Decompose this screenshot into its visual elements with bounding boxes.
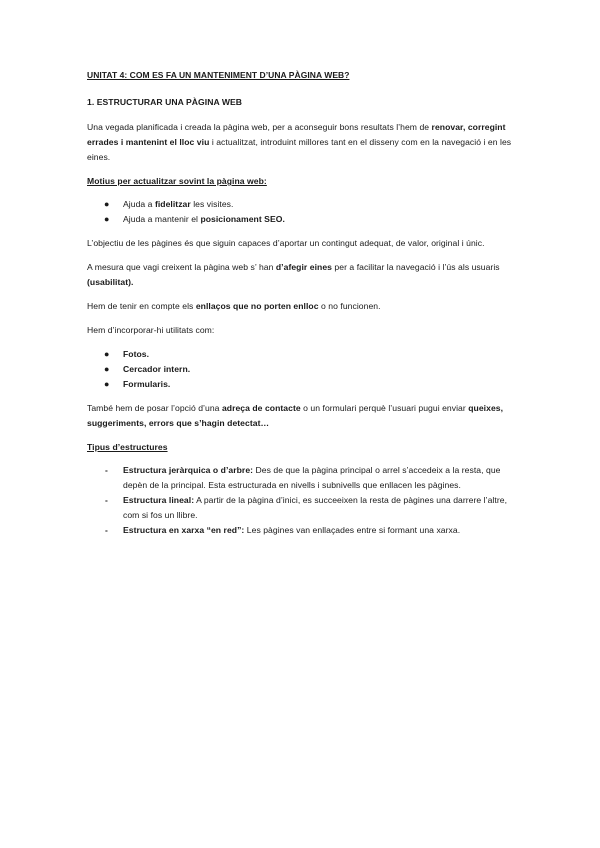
tipus-list — [87, 463, 512, 538]
dash-marker: - — [105, 495, 108, 505]
list-item: - Estructura en xarxa “en red”: Les pàgines van enllaçades entre si formant una xarxa. — [87, 523, 512, 538]
objectiu-paragraph: L’objectiu de les pàgines és que siguin capaces d’aportar un contingut adequat, de valor, original i únic. — [87, 238, 485, 248]
enllacos-paragraph: Hem de tenir en compte els enllaços que no porten enlloc o no funcionen. — [87, 301, 381, 311]
bullet-icon: ● — [104, 214, 110, 224]
motius-list — [87, 197, 512, 227]
dash-marker: - — [105, 525, 108, 535]
bullet-icon: ● — [104, 199, 110, 209]
list-item: - Estructura jeràrquica o d’arbre: Des de que la pàgina principal o arrel s’accedeix a la resta, que depèn de la principal. Esta estructurada en nivells i subnivells que enllacen les pàgines. — [105, 465, 501, 490]
list-item: ● Ajuda a mantenir el posicionament SEO. — [87, 212, 512, 227]
intro-paragraph: Una vegada planificada i creada la pàgina web, per a aconseguir bons resultats l’hem de renovar, corregint errades i mantenint el lloc viu i actualitzat, introduint millores tant en el disseny com en la navegació i en les eines. — [87, 122, 512, 162]
dash-marker: - — [105, 465, 108, 475]
unit-title: UNITAT 4: COM ES FA UN MANTENIMENT D’UNA PÀGINA WEB? — [87, 70, 350, 80]
incorporar-list — [87, 347, 512, 392]
bullet-icon: ● — [104, 364, 110, 374]
motius-heading: Motius per actualitzar sovint la pàgina web: — [87, 176, 267, 186]
list-item: - Estructura lineal: A partir de la pàgina d’inici, es succeeixen la resta de pàgines una darrere l’altre, com si fos un llibre. — [105, 495, 508, 520]
tipus-heading: Tipus d’estructures — [87, 442, 168, 452]
mesura-paragraph: A mesura que vagi creixent la pàgina web s’ han d’afegir eines per a facilitar la navegació i l’ús als usuaris (usabilitat). — [87, 262, 500, 287]
list-item: ● Cercador intern. — [87, 362, 512, 377]
section-heading: 1. ESTRUCTURAR UNA PÀGINA WEB — [87, 97, 243, 107]
tambe-paragraph: També hem de posar l’opció d’una adreça de contacte o un formulari perquè l’usuari pugui enviar queixes, suggeriments, errors que s’hagin detectat… — [87, 403, 504, 428]
list-item: ● Formularis. — [87, 377, 512, 392]
list-item: ● Fotos. — [87, 347, 512, 362]
list-item: ● Ajuda a fidelitzar les visites. — [87, 197, 512, 212]
incorporar-lead: Hem d’incorporar-hi utilitats com: — [87, 325, 215, 335]
bullet-icon: ● — [104, 379, 110, 389]
bullet-icon: ● — [104, 349, 110, 359]
